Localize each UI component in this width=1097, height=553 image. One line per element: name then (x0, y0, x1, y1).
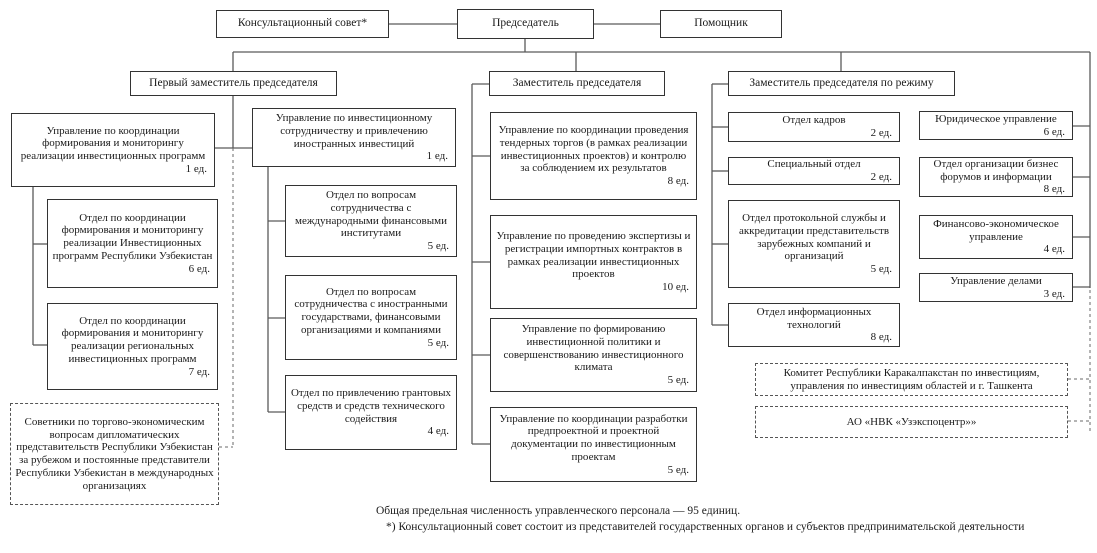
staff-count: 8 ед. (667, 175, 689, 188)
box-title: Юридическое управление (935, 112, 1057, 125)
box-title: Отдел по координации формирования и мониторингу реализации Инвестиционных программ Республики Узбекистан (52, 211, 213, 262)
box-finance-economics-dept (919, 215, 1073, 259)
box-title: Отдел по привлечению грантовых средств и средств технического содействия (290, 387, 452, 425)
chairman-label: Председатель (492, 17, 559, 30)
box-uzexpocentre (755, 406, 1068, 438)
box-title: Управление по проведению экспертизы и регистрации импортных контрактов в рамках реализации инвестиционных проектов (496, 230, 691, 281)
box-grants-unit (285, 375, 457, 450)
box-investment-policy-dept (490, 318, 697, 392)
box-business-forums-unit (919, 157, 1073, 197)
staff-count: 4 ед. (1043, 243, 1065, 256)
staff-count: 2 ед. (870, 127, 892, 139)
staff-count: 1 ед. (185, 162, 207, 175)
box-assistant (660, 10, 782, 38)
box-title: Отдел информационных технологий (756, 305, 872, 331)
staff-count: 6 ед. (188, 262, 210, 275)
box-first-deputy (130, 71, 337, 96)
staff-count: 4 ед. (427, 425, 449, 438)
staff-count: 5 ед. (667, 374, 689, 387)
staff-count: 10 ед. (662, 281, 689, 294)
staff-count: 8 ед. (870, 331, 892, 344)
staff-count: 1 ед. (426, 150, 448, 163)
box-title: Советники по торгово-экономическим вопросам дипломатических представительств Республики Узбекистан за рубежом и постоянные представители Республики Узбекистан в международных организациях (15, 415, 214, 492)
box-special-unit (728, 157, 900, 185)
box-intl-financial-institutions-unit (285, 185, 457, 257)
box-title: Специальный отдел (767, 158, 861, 171)
box-it-unit (728, 303, 900, 347)
staff-count: 2 ед. (870, 171, 892, 183)
box-title: Отдел кадров (782, 114, 846, 127)
box-karakalpakstan-committee (755, 363, 1068, 396)
staff-count: 5 ед. (427, 336, 449, 349)
box-foreign-states-cooperation-unit (285, 275, 457, 360)
box-deputy-regime (728, 71, 955, 96)
total-staff-note: Общая предельная численность управленческого персонала — 95 единиц. (376, 505, 741, 517)
box-republic-programs-unit (47, 199, 218, 288)
deputy-chairman-label: Заместитель председателя (512, 76, 642, 89)
staff-count: 7 ед. (188, 365, 210, 378)
box-legal-dept (919, 111, 1073, 140)
advisory-council-label: Консультационный совет* (237, 17, 368, 30)
box-deputy-chairman (489, 71, 665, 96)
box-trade-advisors (10, 403, 219, 505)
staff-count: 5 ед. (667, 463, 689, 476)
staff-count: 5 ед. (870, 263, 892, 276)
box-title: Управление по координации формирования и мониторингу реализации инвестиционных программ (20, 124, 206, 162)
box-administration-dept (919, 273, 1073, 302)
box-import-contracts-dept (490, 215, 697, 309)
box-title: АО «НВК «Узэкспоцентр»» (846, 415, 977, 428)
box-foreign-investment-dept (252, 108, 456, 167)
box-regional-programs-unit (47, 303, 218, 390)
advisory-council-footnote: *) Консультационный совет состоит из представителей государственных органов и субъектов предпринимательской деятельности (386, 521, 1025, 534)
box-title: Отдел по координации формирования и мониторингу реализации региональных инвестиционных программ (61, 314, 204, 365)
assistant-label: Помощник (694, 17, 748, 30)
box-title: Комитет Республики Каракалпакстан по инвестициям, управления по инвестициям областей и г. Ташкента (783, 366, 1040, 392)
box-title: Отдел по вопросам сотрудничества с иностранными государствами, финансовыми организациями и компаниями (294, 285, 448, 336)
box-project-documentation-dept (490, 407, 697, 482)
box-title: Отдел по вопросам сотрудничества с международными финансовыми институтами (295, 189, 447, 240)
staff-count: 5 ед. (427, 240, 449, 253)
box-title: Отдел организации бизнес форумов и информации (933, 157, 1059, 183)
box-title: Управление делами (950, 274, 1042, 287)
staff-count: 8 ед. (1043, 183, 1065, 196)
staff-count: 6 ед. (1043, 125, 1065, 138)
box-title: Управление по формированию инвестиционной политики и совершенствованию инвестиционного климата (503, 323, 684, 374)
box-chairman (457, 9, 594, 39)
box-title: Управление по инвестиционному сотрудничеству и привлечению иностранных инвестиций (275, 112, 433, 150)
box-title: Финансово-экономическое управление (933, 217, 1059, 243)
box-protocol-accreditation-unit (728, 200, 900, 288)
box-title: Отдел протокольной службы и аккредитации представительств зарубежных компаний и организаций (738, 212, 890, 263)
box-hr-unit (728, 112, 900, 142)
box-tender-coordination-dept (490, 112, 697, 200)
box-investment-programs-dept (11, 113, 215, 187)
staff-count: 3 ед. (1043, 287, 1065, 300)
first-deputy-label: Первый заместитель председателя (149, 76, 318, 89)
box-title: Управление по координации разработки предпроектной и проектной документации по инвестиционным проектам (499, 412, 688, 463)
box-title: Управление по координации проведения тендерных торгов (в рамках реализации инвестиционных проектов) и контролю за соблюдением их результатов (498, 124, 689, 175)
footer-notes (376, 503, 1024, 535)
box-advisory-council (216, 10, 389, 38)
deputy-regime-label: Заместитель председателя по режиму (749, 76, 934, 89)
